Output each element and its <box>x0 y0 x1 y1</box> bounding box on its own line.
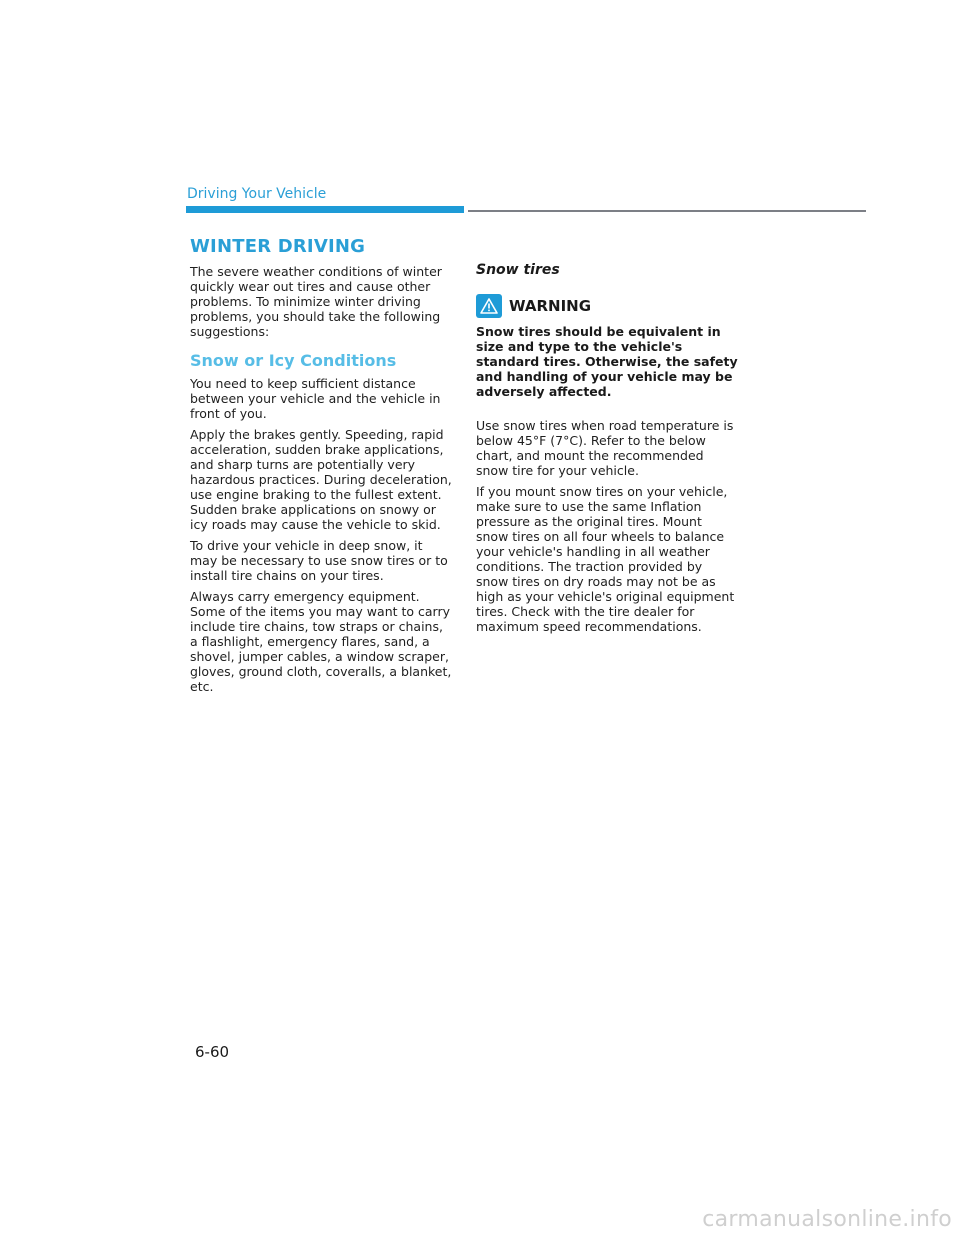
warning-label: WARNING <box>509 297 592 315</box>
intro-paragraph: The severe weather conditions of winter quickly wear out tires and cause other problems. To minimize winter driving problems, you should take the following suggestions: <box>190 264 442 339</box>
body-paragraph: Apply the brakes gently. Speeding, rapid acceleration, sudden brake applications, and sharp turns are potentially very hazardous practices. During deceleration, use engine braking to the fullest extent. Sudden brake applications on snowy or icy roads may cause the vehicle to skid. <box>190 427 452 532</box>
watermark: carmanualsonline.info <box>702 1207 952 1232</box>
warning-triangle-icon <box>476 294 502 318</box>
warning-header <box>476 294 738 318</box>
left-column <box>190 236 452 700</box>
header-gray-rule <box>468 210 866 212</box>
section-header: Driving Your Vehicle <box>187 186 327 202</box>
page-title: WINTER DRIVING <box>190 236 366 257</box>
right-column <box>476 262 738 640</box>
body-paragraph: Always carry emergency equipment. Some of the items you may want to carry include tire chains, tow straps or chains, a flashlight, emergency flares, sand, a shovel, jumper cables, a window scraper, gloves, ground cloth, coveralls, a blanket, etc. <box>190 589 452 694</box>
body-paragraph: Use snow tires when road temperature is below 45°F (7°C). Refer to the below chart, and mount the recommended snow tire for your vehicle. <box>476 418 734 478</box>
warning-text: Snow tires should be equivalent in size and type to the vehicle's standard tires. Otherwise, the safety and handling of your vehicle may be adversely affected. <box>476 324 738 399</box>
section-subheading: Snow or Icy Conditions <box>190 351 397 370</box>
header-accent-rule <box>186 206 464 213</box>
body-paragraph: To drive your vehicle in deep snow, it may be necessary to use snow tires or to install tire chains on your tires. <box>190 538 448 583</box>
snow-tires-heading: Snow tires <box>476 262 560 278</box>
body-paragraph: If you mount snow tires on your vehicle, make sure to use the same Inflation pressure as the original tires. Mount snow tires on all four wheels to balance your vehicle's handling in all weather conditions. The traction provided by snow tires on dry roads may not be as high as your vehicle's original equipment tires. Check with the tire dealer for maximum speed recommendations. <box>476 484 735 634</box>
body-paragraph: You need to keep sufficient distance between your vehicle and the vehicle in front of you. <box>190 376 441 421</box>
page-number: 6-60 <box>195 1043 230 1061</box>
